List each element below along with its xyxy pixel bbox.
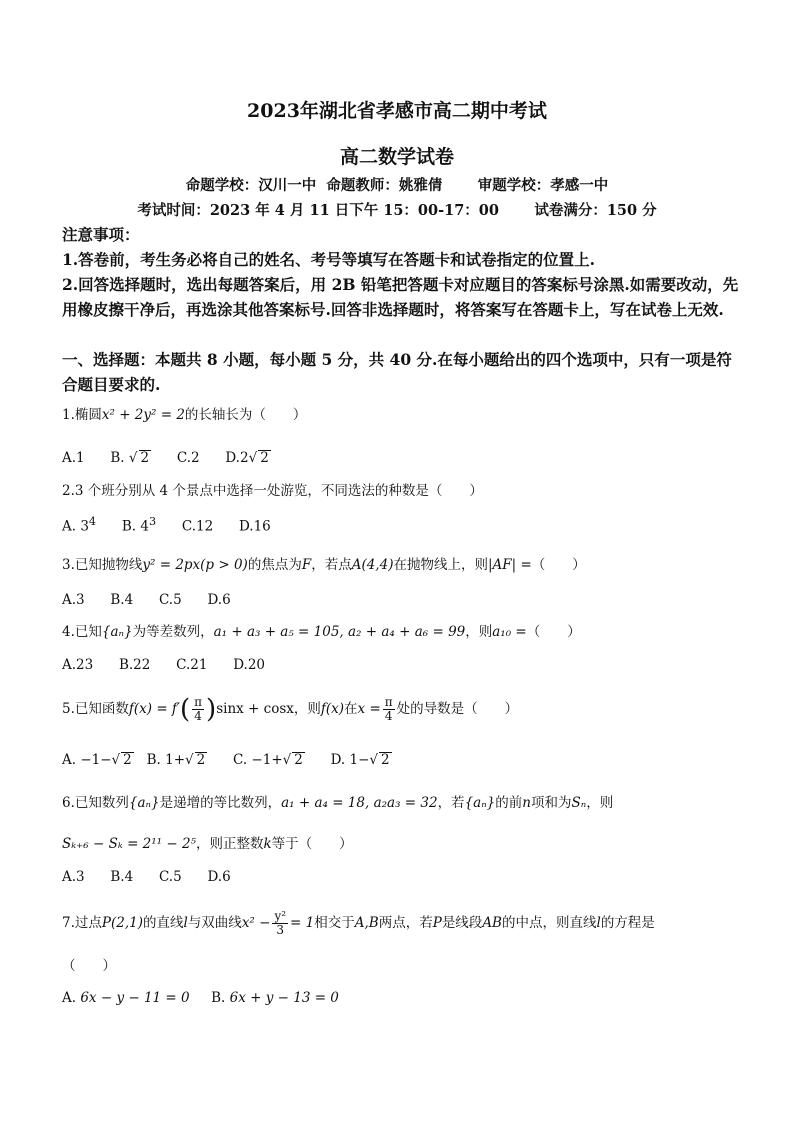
question-7 — [62, 910, 742, 937]
q5-fx: f(x) — [320, 701, 345, 717]
q3-option-d: D.6 — [207, 592, 231, 608]
q6-text: ，若 — [437, 795, 465, 811]
q5-tail: sinx + cosx — [216, 701, 294, 717]
q1-equation: x² + 2y² = 2 — [101, 407, 185, 423]
q5-option-a-radicand: 2 — [123, 752, 132, 768]
q5-suffix: 处的导数是（ ） — [396, 701, 519, 717]
q3-text: 在抛物线上，则 — [393, 557, 488, 573]
q5-option-c: C. −1+ — [232, 752, 283, 768]
q3-text: 的焦点为 — [247, 557, 302, 573]
q5-option-d: D. 1− — [330, 752, 370, 768]
exam-time: 考试时间：2023 年 4 月 11 日下午 15：00-17：00 试卷满分：150 分 — [137, 202, 657, 219]
q3-point: A(4,4) — [351, 557, 394, 573]
q7-text: 是线段 — [441, 915, 483, 931]
q7-option-b-label: B. — [211, 990, 226, 1006]
q6-sn: Sₙ — [571, 795, 587, 811]
q4-text: 为等差数列， — [132, 624, 214, 640]
q6-text: 是递增的等比数列， — [159, 795, 282, 811]
q7-text: 相交于 — [314, 915, 355, 931]
q5-text: 在 — [344, 701, 358, 717]
question-6 — [62, 793, 742, 813]
q4-target: a₁₀ = — [492, 624, 527, 640]
q7-frac-den: 3 — [276, 923, 285, 937]
q3-focus: F — [301, 557, 312, 573]
q2-option-c: C.12 — [181, 518, 214, 535]
q6-end: 等于（ ） — [271, 836, 353, 852]
q3-suffix: （ ） — [531, 557, 586, 573]
q3-option-c: C.5 — [158, 592, 182, 608]
q6-text: 的前 — [495, 795, 523, 811]
q5-option-d-radicand: 2 — [381, 752, 390, 768]
q1-option-b: B. — [110, 450, 125, 466]
q6-options — [62, 869, 231, 885]
q3-option-a: A.3 — [62, 592, 85, 608]
q7-segment: AB — [482, 915, 502, 931]
q1-suffix: 的长轴长为（ ） — [184, 407, 307, 423]
q7-eq-a: x² − — [241, 915, 271, 931]
q4-option-d: D.20 — [233, 657, 265, 673]
q6-n: n — [522, 795, 531, 811]
notice-item-1: 1.答卷前，考生务必将自己的姓名、考号等填写在答题卡和试卷指定的位置上. — [62, 250, 596, 269]
q5-paren-close: ) — [206, 694, 217, 725]
q1-options: A.1 B. √ 2 C.2 D.2√ 2 — [62, 450, 269, 466]
q7-options — [62, 990, 339, 1006]
q7-text: 两点，若 — [378, 915, 433, 931]
q7-eq-b: = 1 — [290, 915, 315, 931]
q7-line: l — [183, 915, 188, 931]
q6-suffix: ，则 — [586, 795, 614, 811]
q7-option-a: 6x − y − 11 = 0 — [80, 990, 190, 1006]
exam-title: 2023年湖北省孝感市高二期中考试 — [247, 100, 547, 122]
q4-option-b: B.22 — [118, 657, 151, 673]
q6-sequence: {aₙ} — [128, 795, 160, 811]
q3-option-b: B.4 — [110, 592, 134, 608]
q1-option-b-radicand: 2 — [140, 450, 150, 466]
q5-fraction — [192, 696, 204, 723]
question-1 — [62, 405, 742, 425]
q4-options — [62, 657, 265, 673]
q6-k: k — [263, 836, 272, 852]
question-2: 2.3 个班分别从 4 个景点中选择一处游览，不同选法的种数是（ ） — [62, 483, 483, 499]
q2-option-a-exp: 4 — [88, 515, 97, 528]
q7-option-b: 6x + y − 13 = 0 — [229, 990, 339, 1006]
q7-fraction — [272, 910, 288, 937]
q5-fraction-2 — [383, 696, 395, 723]
q3-text: ，若点 — [311, 557, 352, 573]
q6-equation: a₁ + a₄ = 18, a₂a₃ = 32 — [281, 795, 438, 811]
q7-point: P(2,1) — [101, 915, 143, 931]
q4-equation: a₁ + a₃ + a₅ = 105, a₂ + a₄ + a₆ = 99 — [213, 624, 466, 640]
q5-function: f(x) = f′ — [128, 701, 180, 717]
q1-prefix: 1.椭圆 — [62, 407, 102, 423]
q6-option-a: A.3 — [62, 869, 85, 885]
q7-ab: A,B — [354, 915, 379, 931]
q2-option-a: A. 3 — [62, 518, 89, 535]
q6-prefix: 6.已知数列 — [62, 795, 129, 811]
q5-xeq: x = — [357, 701, 381, 717]
q4-option-c: C.21 — [176, 657, 208, 673]
q7-answer-paren: （ ） — [62, 958, 116, 974]
q2-option-d: D.16 — [238, 518, 271, 535]
q7-line-2: l — [596, 915, 601, 931]
q7-prefix: 7.过点 — [62, 915, 102, 931]
q4-sequence: {aₙ} — [101, 624, 133, 640]
q7-frac-num: y² — [274, 909, 287, 923]
q4-text: ，则 — [465, 624, 493, 640]
q3-prefix: 3.已知抛物线 — [62, 557, 143, 573]
q5-option-b: B. 1+ — [146, 752, 186, 768]
q5-option-b-radicand: 2 — [196, 752, 206, 768]
exam-subtitle: 高二数学试卷 — [339, 146, 454, 168]
q6-text: ，则正整数 — [195, 836, 264, 852]
q3-abs: |AF| = — [487, 557, 532, 573]
q4-option-a: A.23 — [62, 657, 94, 673]
question-3 — [62, 555, 742, 575]
q5-option-a: A. −1− — [62, 752, 112, 768]
q6-text: 项和为 — [530, 795, 572, 811]
q2-option-b-exp: 3 — [148, 515, 157, 528]
q4-prefix: 4.已知 — [62, 624, 102, 640]
q6-sequence-2: {aₙ} — [464, 795, 496, 811]
section-heading: 一、选择题：本题共 8 小题，每小题 5 分，共 40 分.在每小题给出的四个选项中，只有一项是符合题目要求的. — [62, 350, 732, 394]
q7-p: P — [432, 915, 442, 931]
question-6-line-2 — [62, 834, 742, 854]
q1-option-d-radicand: 2 — [260, 450, 269, 466]
q3-options — [62, 592, 231, 608]
q7-option-a-label: A. — [62, 990, 77, 1006]
q5-options: A. −1−√ 2 B. 1+√ 2 C. −1+√ 2 D. 1−√ 2 — [62, 752, 390, 768]
q6-sum-equation: Sₖ₊₆ − Sₖ = 2¹¹ − 2⁵ — [62, 836, 196, 852]
notice-heading: 注意事项： — [62, 225, 140, 244]
question-4 — [62, 622, 742, 642]
q7-end: 的方程是 — [600, 915, 655, 931]
q5-paren-open: ( — [180, 694, 191, 725]
notice-item-2: 2.回答选择题时，选出每题答案后，用 2B 铅笔把答题卡对应题目的答案标号涂黑.如需要改动，先用橡皮擦干净后，再选涂其他答案标号.回答非选择题时，将答案写在答题卡上，写在试卷上无效. — [62, 275, 739, 319]
q5-option-c-radicand: 2 — [294, 752, 303, 768]
q1-option-d: D.2 — [225, 450, 249, 466]
q6-option-d: D.6 — [207, 869, 231, 885]
q5-frac2-num: π — [384, 695, 393, 709]
q5-frac-den: 4 — [194, 709, 202, 723]
question-5 — [62, 696, 742, 723]
q7-text: 的中点，则直线 — [501, 915, 597, 931]
q5-frac2-den: 4 — [384, 709, 393, 723]
q2-options — [62, 515, 271, 535]
q6-option-c: C.5 — [158, 869, 182, 885]
q7-text: 的直线 — [142, 915, 184, 931]
q7-text: 与双曲线 — [187, 915, 242, 931]
q5-text: ，则 — [293, 701, 321, 717]
q4-suffix: （ ） — [526, 624, 581, 640]
q3-equation: y² = 2px(p > 0) — [142, 557, 248, 573]
exam-authors: 命题学校：汉川一中 命题教师：姚雅倩 审题学校：孝感一中 — [185, 177, 609, 194]
q1-option-c: C.2 — [176, 450, 200, 466]
q5-prefix: 5.已知函数 — [62, 701, 129, 717]
q2-option-b: B. 4 — [121, 518, 149, 535]
q1-option-a: A.1 — [62, 450, 85, 466]
q6-option-b: B.4 — [110, 869, 134, 885]
q5-frac-num: π — [194, 695, 203, 709]
